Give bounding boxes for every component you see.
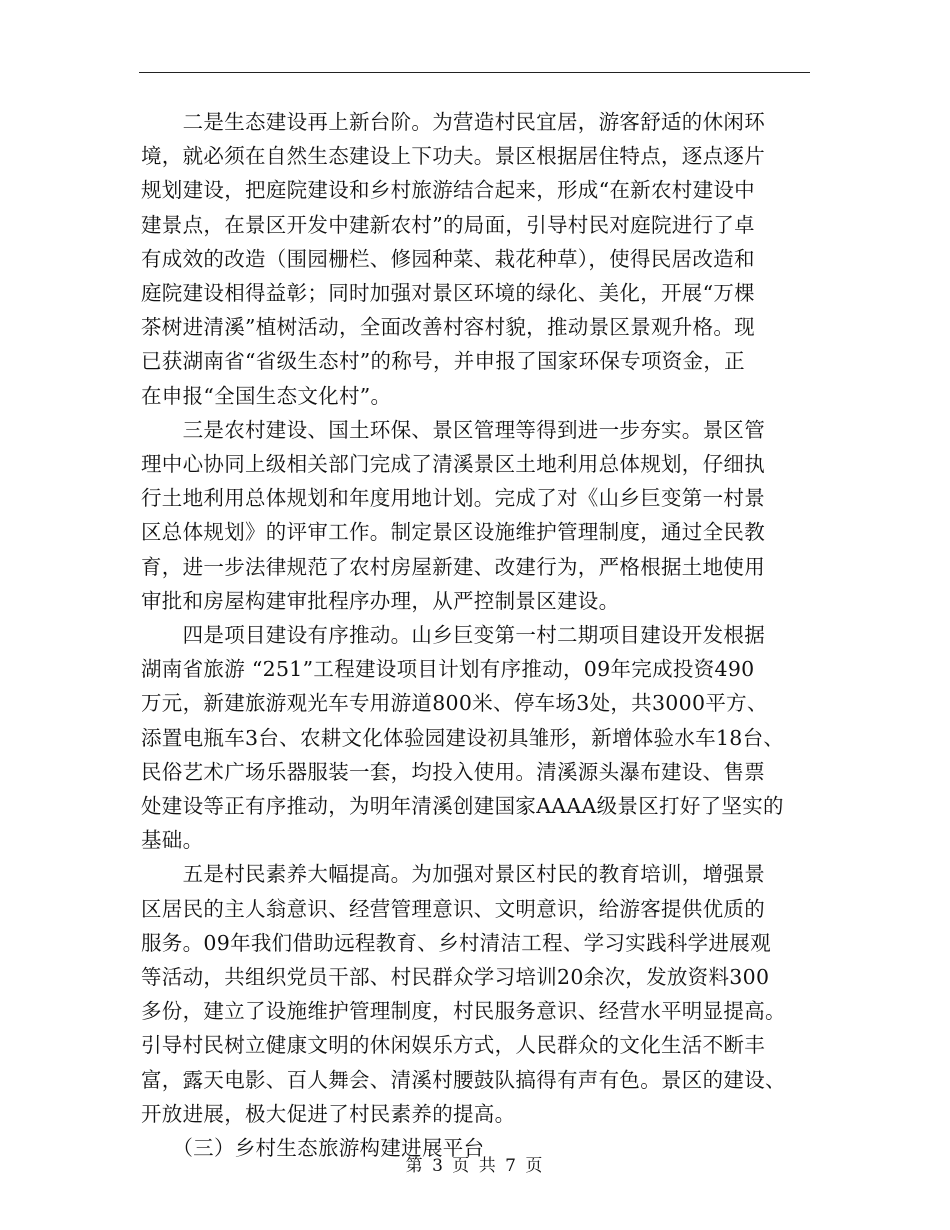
text-line: 万元，新建旅游观光车专用游道800米、停车场3处，共3000平方、 [141,691,768,716]
text-line: 多份，建立了设施维护管理制度，村民服务意识、经营水平明显提高。 [141,999,786,1024]
header-rule [139,72,810,73]
text-line: 区总体规划》的评审工作。制定景区设施维护管理制度，通过全民教 [141,520,765,545]
section-heading: （三）乡村生态旅游构建进展平台 [141,1136,485,1160]
text-line: 三是农村建设、国土环保、景区管理等得到进一步夯实。景区管 [141,417,765,442]
text-line: 已获湖南省“省级生态村”的称号，并申报了国家环保专项资金，正 [141,349,745,374]
text-line: 审批和房屋构建审批程序办理，从严控制景区建设。 [141,588,620,613]
text-line: 处建设等正有序推动，为明年清溪创建国家AAAA级景区打好了坚实的 [141,794,784,818]
text-line: 茶树进清溪”植树活动，全面改善村容村貌，推动景区景观升格。现 [141,315,755,340]
text-line: 二是生态建设再上新台阶。为营造村民宜居，游客舒适的休闲环 [141,110,765,134]
text-line: 五是村民素养大幅提高。为加强对景区村民的教育培训，增强景 [141,862,765,887]
text-line: 引导村民树立健康文明的休闲娱乐方式，人民群众的文化生活不断丰 [141,1033,765,1058]
text-line: 理中心协同上级相关部门完成了清溪景区土地利用总体规划，仔细执 [141,452,765,476]
text-line: 庭院建设相得益彰；同时加强对景区环境的绿化、美化，开展“万棵 [141,281,755,305]
text-line: 境，就必须在自然生态建设上下功夫。景区根据居住特点，逐点逐片 [141,144,765,169]
text-line: 添置电瓶车3台、农耕文化体验园建设初具雏形，新增体验水车18台、 [141,725,785,750]
text-line: 规划建设，把庭院建设和乡村旅游结合起来，形成“在新农村建设中 [141,178,755,203]
text-line: 行土地利用总体规划和年度用地计划。完成了对《山乡巨变第一村景 [141,486,765,511]
page-footer: 第 3 页 共 7 页 [405,1156,545,1176]
text-line: 建景点，在景区开发中建新农村”的局面，引导村民对庭院进行了卓 [141,212,755,237]
text-line: 四是项目建设有序推动。山乡巨变第一村二期项目建设开发根据 [141,623,765,647]
text-line: 有成效的改造（围园栅栏、修园种菜、栽花种草），使得民居改造和 [141,246,755,271]
text-line: 服务。09年我们借助远程教育、乡村清洁工程、学习实践科学进展观 [141,930,771,955]
text-line: 开放进展，极大促进了村民素养的提高。 [141,1101,516,1126]
text-line: 等活动，共组织党员干部、村民群众学习培训20余次，发放资料300 [141,965,770,989]
text-line: 富，露天电影、百人舞会、清溪村腰鼓队搞得有声有色。景区的建设、 [141,1067,786,1092]
text-line: 民俗艺术广场乐器服装一套，均投入使用。清溪源头瀑布建设、售票 [141,759,765,784]
text-line: 育，进一步法律规范了农村房屋新建、改建行为，严格根据土地使用 [141,554,765,579]
text-line: 基础。 [141,828,204,853]
text-line: 湖南省旅游 “251”工程建设项目计划有序推动，09年完成投资490 [141,657,755,682]
text-line: 区居民的主人翁意识、经营管理意识、文明意识，给游客提供优质的 [141,896,765,921]
text-line: 在申报“全国生态文化村”。 [141,383,392,408]
